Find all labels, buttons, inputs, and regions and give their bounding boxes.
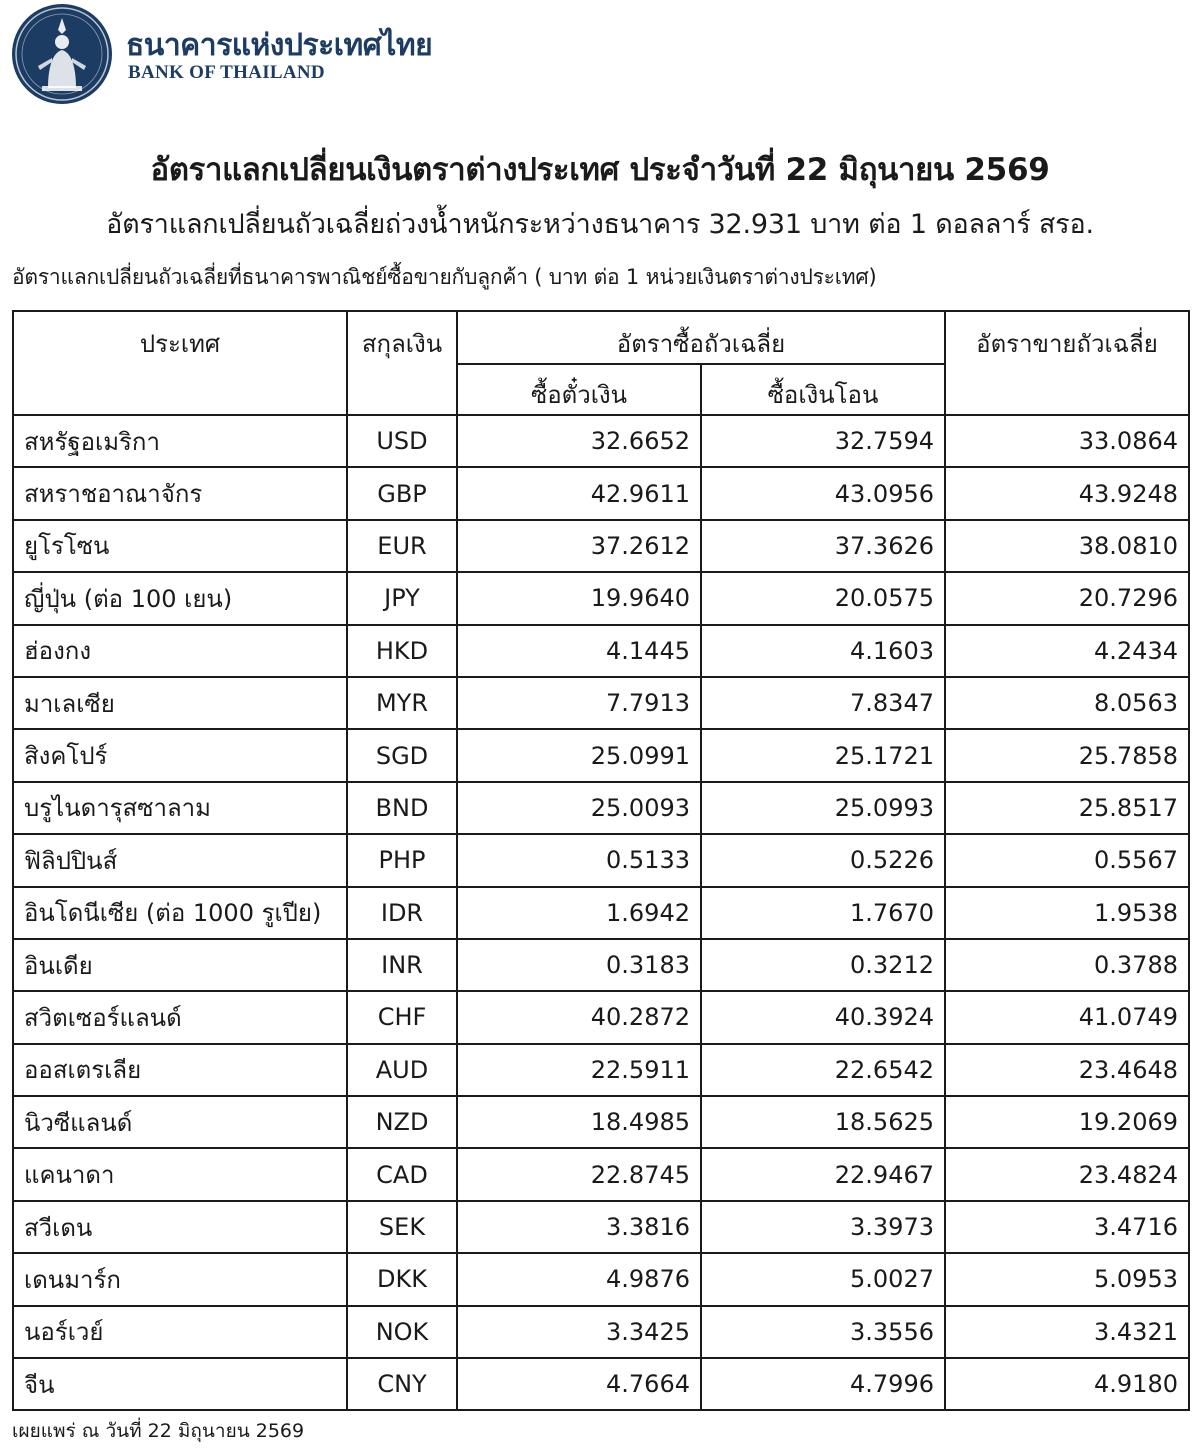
- selling-rate-cell: 8.0563: [945, 677, 1189, 729]
- buying-transfer-rate-cell: 22.9467: [701, 1148, 945, 1200]
- currency-code-cell: INR: [347, 939, 457, 991]
- selling-rate-cell: 20.7296: [945, 572, 1189, 624]
- table-row: [13, 572, 1189, 624]
- table-row: [13, 1044, 1189, 1096]
- country-cell: ญี่ปุ่น (ต่อ 100 เยน): [13, 572, 347, 624]
- selling-rate-cell: 23.4824: [945, 1148, 1189, 1200]
- selling-rate-cell: 41.0749: [945, 991, 1189, 1043]
- currency-code-cell: SEK: [347, 1201, 457, 1253]
- buying-sight-rate-cell: 4.1445: [457, 625, 701, 677]
- country-cell: สหรัฐอเมริกา: [13, 415, 347, 467]
- buying-transfer-rate-cell: 7.8347: [701, 677, 945, 729]
- currency-code-cell: MYR: [347, 677, 457, 729]
- currency-code-cell: CNY: [347, 1358, 457, 1410]
- buying-sight-rate-cell: 18.4985: [457, 1096, 701, 1148]
- buying-transfer-rate-cell: 43.0956: [701, 467, 945, 519]
- buying-transfer-rate-cell: 1.7670: [701, 887, 945, 939]
- table-row: [13, 625, 1189, 677]
- country-cell: ฮ่องกง: [13, 625, 347, 677]
- currency-code-cell: USD: [347, 415, 457, 467]
- header-selling-average: อัตราขายถัวเฉลี่ย: [945, 311, 1189, 415]
- table-row: [13, 1306, 1189, 1358]
- buying-transfer-rate-cell: 4.1603: [701, 625, 945, 677]
- selling-rate-cell: 19.2069: [945, 1096, 1189, 1148]
- selling-rate-cell: 1.9538: [945, 887, 1189, 939]
- table-row: [13, 1201, 1189, 1253]
- selling-rate-cell: 25.7858: [945, 729, 1189, 781]
- selling-rate-cell: 0.5567: [945, 834, 1189, 886]
- buying-sight-rate-cell: 25.0991: [457, 729, 701, 781]
- country-cell: ออสเตรเลีย: [13, 1044, 347, 1096]
- currency-code-cell: IDR: [347, 887, 457, 939]
- currency-code-cell: GBP: [347, 467, 457, 519]
- buying-transfer-rate-cell: 3.3973: [701, 1201, 945, 1253]
- currency-code-cell: NZD: [347, 1096, 457, 1148]
- header-buying-sight-bill: ซื้อตั๋วเงิน: [457, 364, 701, 415]
- buying-sight-rate-cell: 22.5911: [457, 1044, 701, 1096]
- selling-rate-cell: 23.4648: [945, 1044, 1189, 1096]
- table-row: [13, 1148, 1189, 1200]
- selling-rate-cell: 5.0953: [945, 1253, 1189, 1305]
- country-cell: อินโดนีเซีย (ต่อ 1000 รูเปีย): [13, 887, 347, 939]
- table-row: [13, 1253, 1189, 1305]
- buying-sight-rate-cell: 0.5133: [457, 834, 701, 886]
- selling-rate-cell: 4.9180: [945, 1358, 1189, 1410]
- country-cell: สวิตเซอร์แลนด์: [13, 991, 347, 1043]
- org-name-thai: ธนาคารแห่งประเทศไทย: [126, 28, 433, 63]
- selling-rate-cell: 43.9248: [945, 467, 1189, 519]
- currency-code-cell: CHF: [347, 991, 457, 1043]
- buying-transfer-rate-cell: 0.3212: [701, 939, 945, 991]
- currency-code-cell: SGD: [347, 729, 457, 781]
- country-cell: เดนมาร์ก: [13, 1253, 347, 1305]
- selling-rate-cell: 25.8517: [945, 782, 1189, 834]
- header-buying-transfer: ซื้อเงินโอน: [701, 364, 945, 415]
- buying-sight-rate-cell: 32.6652: [457, 415, 701, 467]
- buying-transfer-rate-cell: 32.7594: [701, 415, 945, 467]
- buying-transfer-rate-cell: 0.5226: [701, 834, 945, 886]
- currency-code-cell: EUR: [347, 520, 457, 572]
- buying-sight-rate-cell: 4.9876: [457, 1253, 701, 1305]
- currency-code-cell: DKK: [347, 1253, 457, 1305]
- currency-code-cell: BND: [347, 782, 457, 834]
- table-row: [13, 887, 1189, 939]
- selling-rate-cell: 33.0864: [945, 415, 1189, 467]
- buying-transfer-rate-cell: 25.1721: [701, 729, 945, 781]
- selling-rate-cell: 0.3788: [945, 939, 1189, 991]
- selling-rate-cell: 3.4716: [945, 1201, 1189, 1253]
- table-row: [13, 1358, 1189, 1410]
- table-row: [13, 467, 1189, 519]
- page-subtitle: อัตราแลกเปลี่ยนถัวเฉลี่ยถ่วงน้ำหนักระหว่างธนาคาร 32.931 บาท ต่อ 1 ดอลลาร์ สรอ.: [106, 209, 1094, 240]
- selling-rate-cell: 4.2434: [945, 625, 1189, 677]
- published-date: เผยแพร่ ณ วันที่ 22 มิถุนายน 2569: [12, 1420, 305, 1442]
- table-row: [13, 520, 1189, 572]
- buying-transfer-rate-cell: 22.6542: [701, 1044, 945, 1096]
- org-name-english: BANK OF THAILAND: [128, 62, 325, 83]
- buying-transfer-rate-cell: 18.5625: [701, 1096, 945, 1148]
- page-title: อัตราแลกเปลี่ยนเงินตราต่างประเทศ ประจำวันที่ 22 มิถุนายน 2569: [150, 152, 1050, 188]
- header-buying-average: อัตราซื้อถัวเฉลี่ย: [457, 311, 945, 364]
- country-cell: สวีเดน: [13, 1201, 347, 1253]
- currency-code-cell: HKD: [347, 625, 457, 677]
- buying-transfer-rate-cell: 25.0993: [701, 782, 945, 834]
- country-cell: นอร์เวย์: [13, 1306, 347, 1358]
- buying-sight-rate-cell: 4.7664: [457, 1358, 701, 1410]
- selling-rate-cell: 3.4321: [945, 1306, 1189, 1358]
- table-row: [13, 939, 1189, 991]
- country-cell: อินเดีย: [13, 939, 347, 991]
- buying-sight-rate-cell: 3.3425: [457, 1306, 701, 1358]
- buying-sight-rate-cell: 19.9640: [457, 572, 701, 624]
- table-body: [13, 415, 1189, 1410]
- header-currency: สกุลเงิน: [347, 311, 457, 415]
- buying-transfer-rate-cell: 5.0027: [701, 1253, 945, 1305]
- country-cell: จีน: [13, 1358, 347, 1410]
- country-cell: ยูโรโซน: [13, 520, 347, 572]
- table-row: [13, 782, 1189, 834]
- buying-transfer-rate-cell: 3.3556: [701, 1306, 945, 1358]
- currency-code-cell: NOK: [347, 1306, 457, 1358]
- header-country: ประเทศ: [13, 311, 347, 415]
- buying-sight-rate-cell: 40.2872: [457, 991, 701, 1043]
- buying-sight-rate-cell: 25.0093: [457, 782, 701, 834]
- buying-sight-rate-cell: 7.7913: [457, 677, 701, 729]
- table-row: [13, 991, 1189, 1043]
- currency-code-cell: CAD: [347, 1148, 457, 1200]
- country-cell: สหราชอาณาจักร: [13, 467, 347, 519]
- country-cell: แคนาดา: [13, 1148, 347, 1200]
- header: [12, 4, 612, 108]
- buying-transfer-rate-cell: 20.0575: [701, 572, 945, 624]
- bank-of-thailand-seal-icon: [12, 4, 112, 104]
- currency-code-cell: JPY: [347, 572, 457, 624]
- table-row: [13, 1096, 1189, 1148]
- table-row: [13, 677, 1189, 729]
- buying-sight-rate-cell: 37.2612: [457, 520, 701, 572]
- country-cell: ฟิลิปปินส์: [13, 834, 347, 886]
- country-cell: สิงคโปร์: [13, 729, 347, 781]
- buying-sight-rate-cell: 3.3816: [457, 1201, 701, 1253]
- selling-rate-cell: 38.0810: [945, 520, 1189, 572]
- buying-transfer-rate-cell: 40.3924: [701, 991, 945, 1043]
- buying-sight-rate-cell: 0.3183: [457, 939, 701, 991]
- table-row: [13, 834, 1189, 886]
- table-row: [13, 415, 1189, 467]
- currency-code-cell: AUD: [347, 1044, 457, 1096]
- country-cell: บรูไนดารุสซาลาม: [13, 782, 347, 834]
- rate-note: อัตราแลกเปลี่ยนถัวเฉลี่ยที่ธนาคารพาณิชย์ซื้อขายกับลูกค้า ( บาท ต่อ 1 หน่วยเงินตราต่างประเทศ): [12, 265, 877, 289]
- country-cell: มาเลเซีย: [13, 677, 347, 729]
- table-row: [13, 729, 1189, 781]
- buying-sight-rate-cell: 1.6942: [457, 887, 701, 939]
- exchange-rate-table: [12, 310, 1190, 1411]
- buying-sight-rate-cell: 22.8745: [457, 1148, 701, 1200]
- buying-transfer-rate-cell: 37.3626: [701, 520, 945, 572]
- currency-code-cell: PHP: [347, 834, 457, 886]
- country-cell: นิวซีแลนด์: [13, 1096, 347, 1148]
- buying-transfer-rate-cell: 4.7996: [701, 1358, 945, 1410]
- buying-sight-rate-cell: 42.9611: [457, 467, 701, 519]
